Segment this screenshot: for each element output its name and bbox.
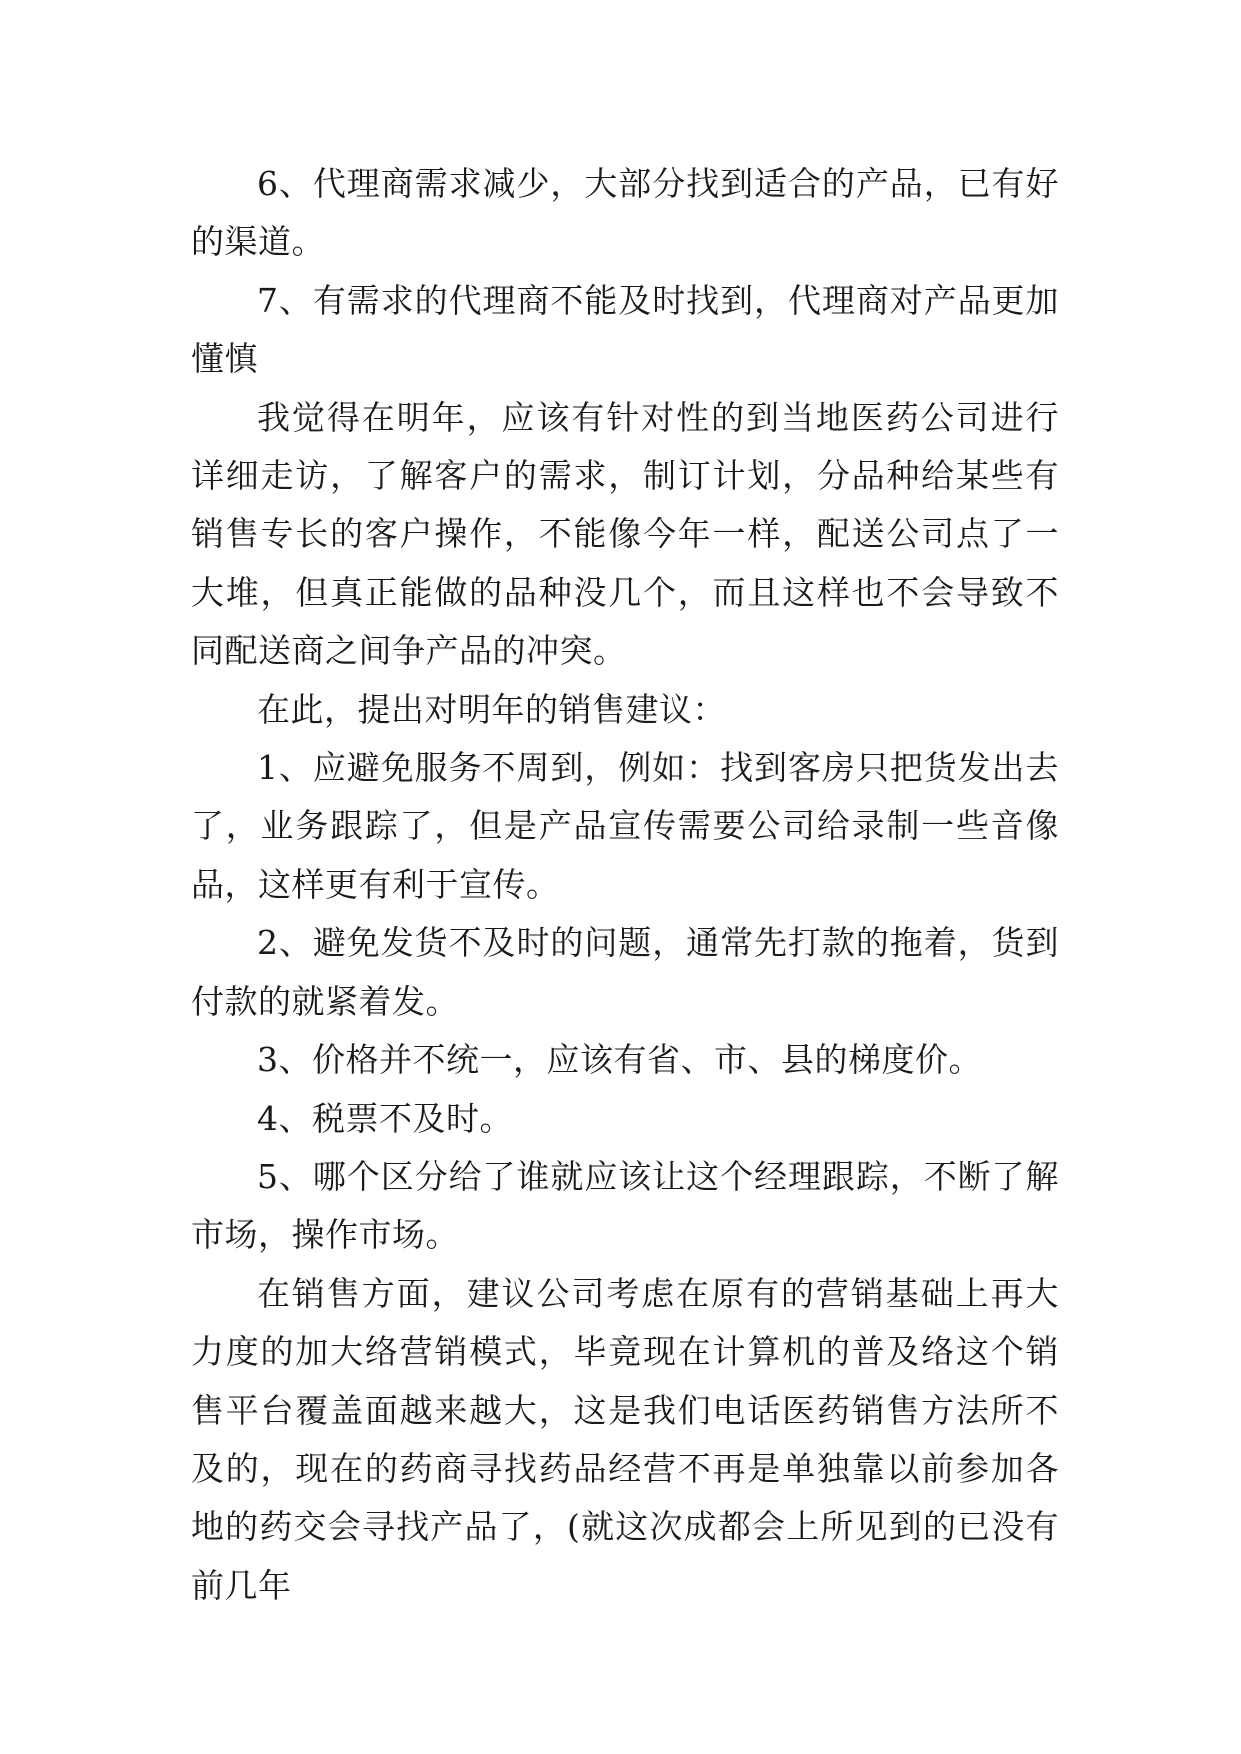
paragraph-suggestion-2: 2、避免发货不及时的问题，通常先打款的拖着，货到付款的就紧着发。: [191, 923, 1059, 1021]
paragraph-suggestion-4: 4、税票不及时。: [257, 1098, 513, 1138]
paragraph-suggestion-3: 3、价格并不统一，应该有省、市、县的梯度价。: [257, 1040, 982, 1080]
paragraph-suggestions-intro: 在此，提出对明年的销售建议：: [257, 689, 726, 729]
paragraph-suggestion-1: 1、应避免服务不周到，例如：找到客房只把货发出去了，业务跟踪了，但是产品宣传需要公司给录制一些音像品，这样更有利于宣传。: [191, 748, 1059, 904]
paragraph-suggestion-5: 5、哪个区分给了谁就应该让这个经理跟踪，不断了解市场，操作市场。: [191, 1156, 1059, 1255]
document-body: [191, 155, 1059, 1615]
paragraph-next-year-plan: 我觉得在明年，应该有针对性的到当地医药公司进行详细走访，了解客户的需求，制订计划，分品种给某些有销售专长的客户操作，不能像今年一样，配送公司点了一大堆，但真正能做的品种没几个，而且这样也不会导致不同配送商之间争产品的冲突。: [191, 397, 1059, 671]
paragraph-item-7: 7、有需求的代理商不能及时找到，代理商对产品更加懂慎: [191, 280, 1059, 379]
paragraph-sales-aspect: 在销售方面，建议公司考虑在原有的营销基础上再大力度的加大络营销模式，毕竟现在计算机的普及络这个销售平台覆盖面越来越大，这是我们电话医药销售方法所不及的，现在的药商寻找药品经营不再是单独靠以前参加各地的药交会寻找产品了，(就这次成都会上所见到的已没有前几年: [191, 1273, 1059, 1605]
paragraph-item-6: 6、代理商需求减少，大部分找到适合的产品，已有好的渠道。: [191, 164, 1059, 262]
